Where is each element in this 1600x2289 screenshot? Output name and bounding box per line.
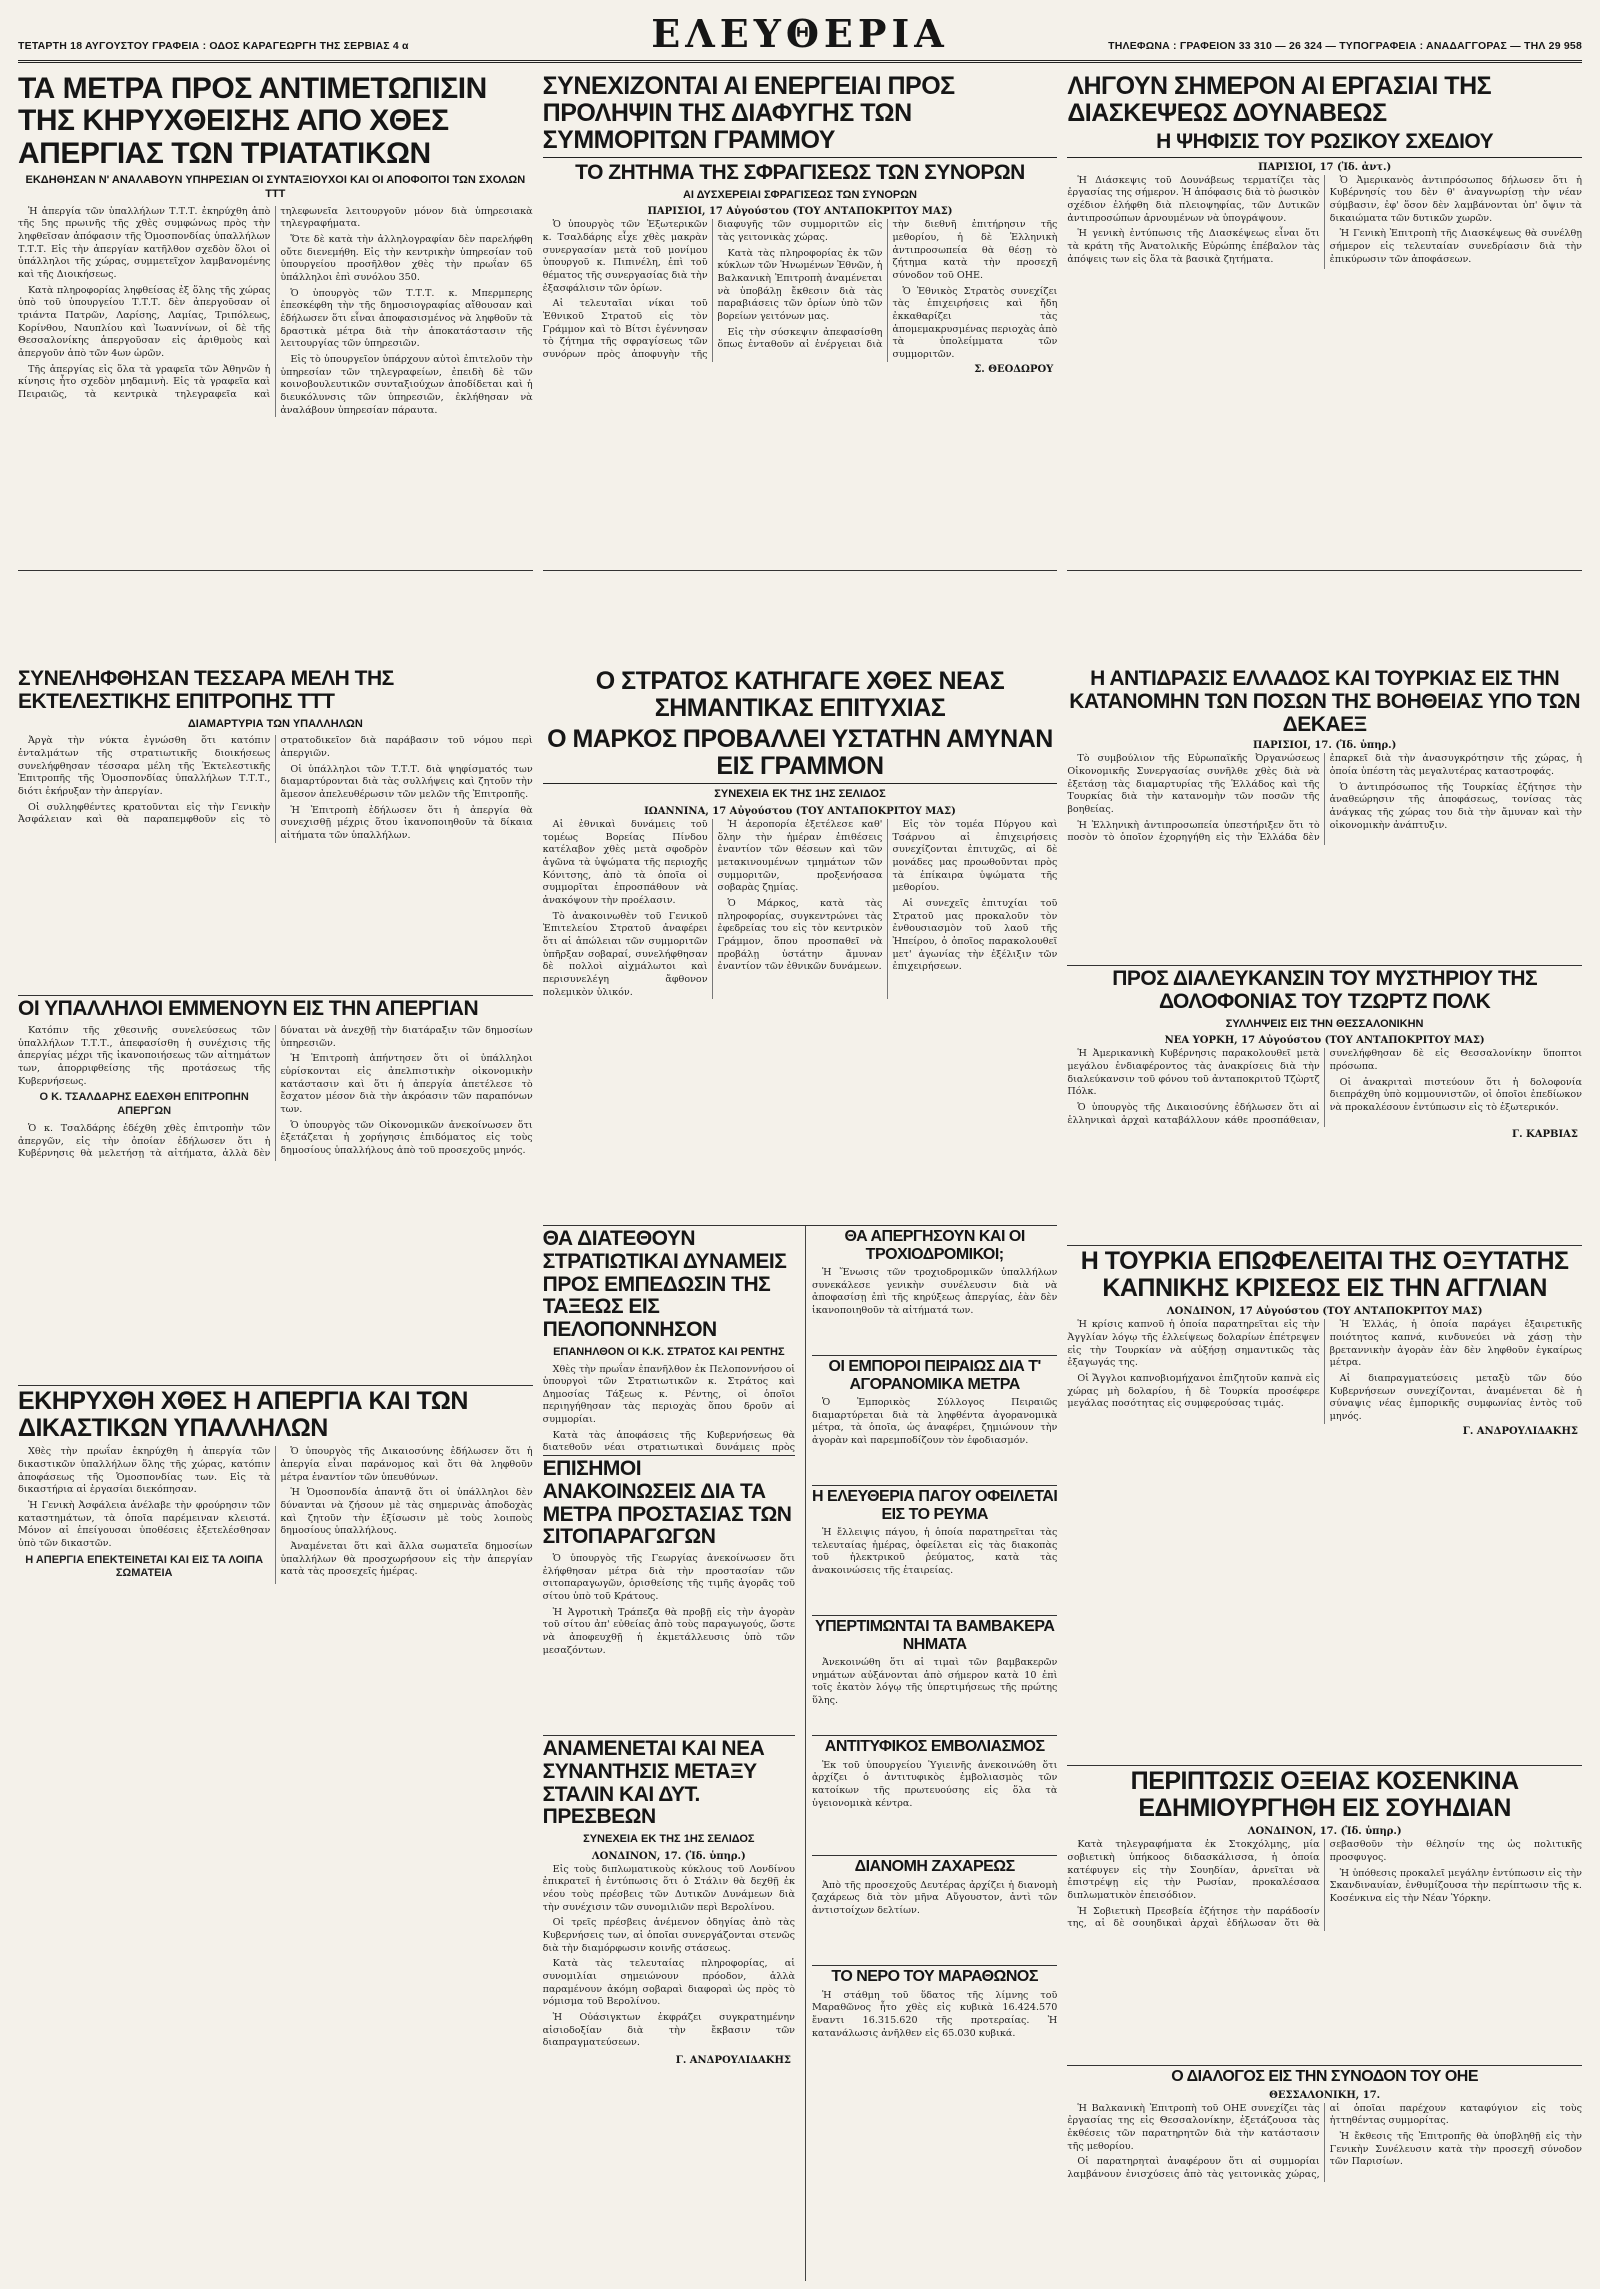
article-headline: Η ΤΟΥΡΚΙΑ ΕΠΩΦΕΛΕΙΤΑΙ ΤΗΣ ΟΞΥΤΑΤΗΣ ΚΑΠΝΙΚΗΣ ΚΡΙΣΕΩΣ ΕΙΣ ΤΗΝ ΑΓΓΛΙΑΝ [1080,1247,1569,1303]
article-paragraph: Χθὲς τὴν πρωΐαν ἐπανῆλθον ἐκ Πελοποννήσου οἱ ὑπουργοὶ τῶν Στρατιωτικῶν κ. Στράτος καὶ Δημοσίας Τάξεως κ. Ρέντης, οἱ ὁποῖοι περιηγήθησαν τὰς περιοχὰς ὅπου δροῦν αἱ συμμορίαι. [542,1363,795,1426]
article-body [1067,1839,1582,1931]
article-paragraph: Ἡ Οὐάσιγκτων ἐκφράζει συγκρατημένην αἰσιοδοξίαν διὰ τὴν ἔκβασιν τῶν διαπραγματεύσεων. [542,2012,795,2049]
article-greece-turkey-aid [1067,666,1582,966]
article-dateline: ΝΕΑ ΥΟΡΚΗ, 17 Αὐγούστου (ΤΟΥ ΑΝΤΑΠΟΚΡΙΤΟΥ ΜΑΣ) [1164,1035,1485,1047]
article-body [18,1446,533,1583]
article-body [1067,1048,1582,1127]
article-paragraph: Ἀπὸ τῆς προσεχοῦς Δευτέρας ἀρχίζει ἡ διανομὴ ζαχάρεως διὰ τὸν μῆνα Αὔγουστον, ἀντὶ τῶν ἀντιστοίχων δελτίων. [811,1879,1058,1916]
article-paragraph: Αἱ τελευταῖαι νίκαι τοῦ Ἐθνικοῦ Στρατοῦ εἰς τὸν Γράμμον καὶ τὸ Βίτσι ἐγέννησαν τὸ ζήτημα τῆς σφραγίσεως τῶν συνόρων πρὸς ἀποφυγὴν τῆς διαφυγῆς τῶν συμμοριτῶν εἰς τὰς γειτονικὰς χώρας. [542,219,883,360]
article-dateline: ΛΟΝΔΙΝΟΝ, 17. (Ἰδ. ὑπηρ.) [1247,1826,1402,1838]
article-dateline: ΠΑΡΙΣΙΟΙ, 17. (Ἰδ. ὑπηρ.) [1252,740,1397,752]
article-headline: ΘΑ ΑΠΕΡΓΗΣΟΥΝ ΚΑΙ ΟΙ ΤΡΟΧΙΟΔΡΟΜΙΚΟΙ; [844,1228,1025,1263]
article-paragraph: Ὅτε δὲ κατὰ τὴν ἀλληλογραφίαν δὲν παρελήφθη οὔτε διενεμήθη. Εἰς τὴν κεντρικὴν ὑπηρεσίαν τοῦ ὑπουργείου προσῆλθον χθὲς τὴν πρωΐαν 65 ὑπάλληλοι ἐπὶ συνόλου 350. [280,233,533,283]
article-polk-murder [1067,966,1582,1246]
article-paragraph: Εἰς τὴν σύσκεψιν ἀπεφασίσθη ὅπως ἐνταθοῦν αἱ ἐνέργειαι διὰ τὴν διεθνῆ ἐπιτήρησιν τῆς μεθορίου, ἡ δὲ Ἑλληνικὴ ἀντιπροσωπεία θὰ θέσῃ τὸ ζήτημα κατὰ τὴν προσεχῆ σύνοδον τοῦ ΟΗΕ. [717,219,1058,351]
article-subhead: ΑΙ ΔΥΣΧΕΡΕΙΑΙ ΣΦΡΑΓΙΣΕΩΣ ΤΩΝ ΣΥΝΟΡΩΝ [682,188,917,201]
article-paragraph: Ὁ ὑπουργὸς τῆς Δικαιοσύνης ἐδήλωσεν ὅτι αἱ ἑλληνικαὶ ἀρχαὶ καταβάλλουν κάθε προσπάθειαν, συνελήφθησαν δὲ εἰς Θεσσαλονίκην ὕποπτοι πρόσωπα. [1067,1048,1582,1126]
article-signature: Γ. ΑΝΔΡΟΥΛΙΔΑΚΗΣ [675,2055,791,2067]
article-paragraph: Κατὰ τὰς ἀποφάσεις τῆς Κυβερνήσεως θὰ διατεθοῦν νέαι στρατιωτικαὶ δυνάμεις πρὸς [542,1429,795,1454]
article-paragraph: Ἡ Ἀμερικανικὴ Κυβέρνησις παρακολουθεῖ μετὰ μεγάλου ἐνδιαφέροντος τὰς ἀνακρίσεις διὰ τὴν διαλεύκανσιν τοῦ φόνου τοῦ ἀνταποκριτοῦ Τζὼρτζ Πόλκ. [1067,1048,1320,1098]
article-paragraph: Ἀνεκοινώθη ὅτι αἱ τιμαὶ τῶν βαμβακερῶν νημάτων αὐξάνονται ἀπὸ σήμερον κατὰ 10 ἐπὶ τοῖς ἑκατὸν λόγῳ τῆς ὑπερτιμήσεως τῆς πρώτης ὕλης. [811,1656,1058,1706]
article-signature: Γ. ΑΝΔΡΟΥΛΙΔΑΚΗΣ [1462,1425,1578,1437]
article-dateline: ΛΟΝΔΙΝΟΝ, 17 Αὐγούστου (ΤΟΥ ΑΝΤΑΠΟΚΡΙΤΟΥ ΜΑΣ) [1166,1306,1483,1318]
article-judicial-strike [18,1386,533,2136]
masthead-phones: ΤΗΛΕΦΩΝΑ : ΓΡΑΦΕΙΟΝ 33 310 — 26 324 — ΤΥΠΟΓΡΑΦΕΙΑ : ΑΝΑΔΑΓΓΟΡΑΣ — ΤΗΛ 29 958 [1108,40,1582,52]
article-paragraph: Ἡ ἀπεργία τῶν ὑπαλλήλων Τ.Τ.Τ. ἐκηρύχθη ἀπὸ τῆς 5ης πρωινῆς τῆς χθὲς συμφώνως πρὸς τὴν ληφθεῖσαν ἀπόφασιν τῆς Ὁμοσπονδίας ὑπαλλήλων Τ.Τ.Τ. Εἰς τὴν ἀπεργίαν κατῆλθον σχεδὸν ὅλοι οἱ ὑπάλληλοι τῆς χώρας, συμμετεῖχον λαμβανομένης καὶ τῆς Διοικήσεως. [18,205,271,280]
article-paragraph: Ὁ Ἀμερικανὸς ἀντιπρόσωπος δήλωσεν ὅτι ἡ Κυβέρνησίς του δὲν θ' ἀναγνωρίσῃ τὴν νέαν σύμβασιν, ἐφ' ὅσον δὲν λαμβάνονται ὑπ' ὄψιν τὰ δικαιώματα τῶν δυτικῶν χωρῶν. [1329,174,1582,224]
article-headline: ΛΗΓΟΥΝ ΣΗΜΕΡΟΝ ΑΙ ΕΡΓΑΣΙΑΙ ΤΗΣ ΔΙΑΣΚΕΨΕΩΣ ΔΟΥΝΑΒΕΩΣ [1067,72,1492,127]
article-subhead: ΣΥΝΕΧΕΙΑ ΕΚ ΤΗΣ 1ΗΣ ΣΕΛΙΔΟΣ [714,788,886,801]
article-headline: ΤΟ ΝΕΡΟ ΤΟΥ ΜΑΡΑΘΩΝΟΣ [831,1968,1038,1986]
article-paragraph: Ἡ Γενικὴ Ἀσφάλεια ἀνέλαβε τὴν φρούρησιν τῶν καταστημάτων, τὰ ὁποῖα παρέμειναν κλειστά. Μόνον αἱ ἐπείγουσαι ὑποθέσεις ἐξετελέσθησαν ὑπὸ τῶν δικαστῶν. [18,1500,271,1549]
article-paragraph: Ἡ Γενικὴ Ἐπιτροπὴ τῆς Διασκέψεως θὰ συνέλθῃ σήμερον εἰς τελευταίαν συνεδρίασιν διὰ τὴν ἐπικύρωσιν τῶν ἀποφάσεων. [1329,228,1582,265]
article-arrests-ttt [18,666,533,996]
article-body [812,1657,1057,1711]
article-body [18,1025,533,1161]
article-paragraph: Κατὰ τηλεγραφήματα ἐκ Στοκχόλμης, μία σοβιετικὴ ὑπήκοος διδασκάλισσα, ἡ ὁποία κατέφυγεν εἰς τὴν Σουηδίαν, ἀρνεῖται νὰ ἐπιστρέψῃ εἰς τὴν Ρωσίαν, προκαλέσασα διπλωματικὸν ἐπεισόδιον. [1067,1839,1320,1902]
article-paragraph: Ἡ ἀεροπορία ἐξετέλεσε καθ' ὅλην τὴν ἡμέραν ἐπιθέσεις ἐναντίον τῶν θέσεων καὶ τῶν μετακινουμένων τμημάτων τῶν συμμοριτῶν, προξενήσασα σοβαρὰς ζημίας. [717,819,883,894]
article-paragraph: Τῆς ἀπεργίας εἰς ὅλα τὰ γραφεῖα τῶν Ἀθηνῶν ἡ κίνησις ἦτο σχεδὸν μηδαμινὴ. Εἰς τὰ γραφεῖα καὶ Πειραιῶς, τὰ κεντρικὰ τηλεγραφεῖα καὶ τηλεφωνεῖα λειτουργοῦν μόνον διὰ ὑπηρεσιακὰ τηλεγραφήματα. [18,205,533,400]
article-headline: ΑΝΤΙΤΥΦΙΚΟΣ ΕΜΒΟΛΙΑΣΜΟΣ [824,1738,1045,1756]
article-paragraph: Αἱ ἐθνικαὶ δυνάμεις τοῦ τομέως Βορείας Πίνδου κατέλαβον χθὲς μετὰ σφοδρὸν ἀγῶνα τὰ ὑψώματα τῆς περιοχῆς Κόνιτσης, ἀπὸ τὰ ὁποῖα οἱ συμμορῖται ἐπροσπάθουν νὰ ἀνακόψουν τὴν προέλασιν. [542,819,708,907]
article-dateline: ΙΩΑΝΝΙΝΑ, 17 Αὐγούστου (ΤΟΥ ΑΝΤΑΠΟΚΡΙΤΟΥ ΜΑΣ) [644,806,956,818]
masthead-date-address: ΤΕΤΑΡΤΗ 18 ΑΥΓΟΥΣΤΟΥ ΓΡΑΦΕΙΑ : ΟΔΟΣ ΚΑΡΑΓΕΩΡΓΗ ΤΗΣ ΣΕΡΒΙΑΣ 4 α [18,40,409,52]
article-subhead: ΕΚΔΗΘΗΣΑΝ Ν' ΑΝΑΛΑΒΟΥΝ ΥΠΗΡΕΣΙΑΝ ΟΙ ΣΥΝΤΑΞΙΟΥΧΟΙ ΚΑΙ ΟΙ ΑΠΟΦΟΙΤΟΙ ΤΩΝ ΣΧΟΛΩΝ ΤΤΤ [25,174,526,200]
article-paragraph: Ἡ στάθμη τοῦ ὕδατος τῆς λίμνης τοῦ Μαραθῶνος ἦτο χθὲς εἰς κυβικὰ 16.424.570 ἔναντι 16.315.620 τῆς προτεραίας. Ἡ κατανάλωσις ἀνῆλθεν εἰς 65.030 κυβικά. [811,1989,1058,2039]
center-lower-grid [543,1226,1058,2281]
article-paragraph: Ἡ Ἐπιτροπὴ ἐδήλωσεν ὅτι ἡ ἀπεργία θὰ συνεχισθῇ μέχρις ὅτου ἱκανοποιηθοῦν τὰ δίκαια αἰτήματα τῶν ὑπαλλήλων. [280,804,533,842]
article-employees-persist [18,996,533,1386]
article-headline: ΘΑ ΔΙΑΤΕΘΟΥΝ ΣΤΡΑΤΙΩΤΙΚΑΙ ΔΥΝΑΜΕΙΣ ΠΡΟΣ ΕΜΠΕΔΩΣΙΝ ΤΗΣ ΤΑΞΕΩΣ ΕΙΣ ΠΕΛΟΠΟΝΝΗΣΟΝ [542,1227,787,1342]
article-subhead: Ο Κ. ΤΣΑΛΔΑΡΗΣ ΕΔΕΧΘΗ ΕΠΙΤΡΟΠΗΝ ΑΠΕΡΓΩΝ [39,1091,249,1118]
article-paragraph: Κατὰ τὰς πληροφορίας ἐκ τῶν κύκλων τῶν Ἡνωμένων Ἐθνῶν, ἡ Βαλκανικὴ Ἐπιτροπὴ ἀναμένεται νὰ ὑποβάλῃ ἔκθεσιν διὰ τὰς παραβιάσεις τῶν ὁρίων ὑπὸ τῶν βορείων γειτόνων μας. [717,247,883,323]
article-headline: ΠΡΟΣ ΔΙΑΛΕΥΚΑΝΣΙΝ ΤΟΥ ΜΥΣΤΗΡΙΟΥ ΤΗΣ ΔΟΛΟΦΟΝΙΑΣ ΤΟΥ ΤΖΩΡΤΖ ΠΟΛΚ [1112,967,1538,1014]
article-paragraph: Αἱ συνεχεῖς ἐπιτυχίαι τοῦ Στρατοῦ μας προκαλοῦν τὸν ἐνθουσιασμὸν τοῦ λαοῦ τῆς Ἠπείρου, ὁ ὁποῖος παρακολουθεῖ μετ' ἀγωνίας τὴν ἐξέλιξιν τῶν ἐπιχειρήσεων. [892,898,1058,973]
article-paragraph: Ἀναμένεται ὅτι καὶ ἄλλα σωματεῖα δημοσίων ὑπαλλήλων θὰ προσχωρήσουν εἰς τὴν ἀπεργίαν κατὰ τὰς προσεχεῖς ἡμέρας. [280,1540,533,1578]
article-headline: Η ΕΛΕΥΘΕΡΙΑ ΠΑΓΟΥ ΟΦΕΙΛΕΤΑΙ ΕΙΣ ΤΟ ΡΕΥΜΑ [812,1488,1058,1523]
article-tram-strike [812,1226,1057,1356]
article-ice-shortage [812,1486,1057,1616]
article-subhead: ΣΥΝΕΧΕΙΑ ΕΚ ΤΗΣ 1ΗΣ ΣΕΛΙΔΟΣ [583,1833,755,1846]
article-marathon-water [812,1966,1057,2281]
article-un-commission [1067,2066,1582,2281]
article-paragraph: Τὸ συμβούλιον τῆς Εὐρωπαϊκῆς Ὀργανώσεως Οἰκονομικῆς Συνεργασίας συνῆλθε χθὲς διὰ νὰ ἐξετάσῃ τὰς διαμαρτυρίας τῆς Ἑλλάδος καὶ τῆς Τουρκίας διὰ τὴν κατανομὴν τῶν ποσῶν τῆς βοηθείας. [1067,753,1320,816]
article-headline: Ο ΣΤΡΑΤΟΣ ΚΑΤΗΓΑΓΕ ΧΘΕΣ ΝΕΑΣ ΣΗΜΑΝΤΙΚΑΣ ΕΠΙΤΥΧΙΑΣ [595,667,1005,723]
article-subhead: Η ΑΠΕΡΓΙΑ ΕΠΕΚΤΕΙΝΕΤΑΙ ΚΑΙ ΕΙΣ ΤΑ ΛΟΙΠΑ ΣΩΜΑΤΕΙΑ [25,1553,264,1580]
article-signature: Γ. ΚΑΡΒΙΑΣ [1511,1129,1578,1141]
article-paragraph: Κατόπιν τῆς χθεσινῆς συνελεύσεως τῶν ὑπαλλήλων Τ.Τ.Τ., ἀπεφασίσθη ἡ συνέχισις τῆς ἀπεργίας μέχρι τῆς ἱκανοποιήσεως τῶν αἰτημάτων των, ἀπορριφθείσης τῆς προτάσεως τῆς Κυβερνήσεως. [18,1025,271,1087]
article-subhead: ΕΠΑΝΗΛΘΟΝ ΟΙ Κ.Κ. ΣΤΡΑΤΟΣ ΚΑΙ ΡΕΝΤΗΣ [553,1345,785,1358]
article-paragraph: Οἱ Ἄγγλοι καπνοβιομήχανοι ἐπιζητοῦν καπνὰ εἰς χώρας μὴ δολαρίου, ἡ δὲ Τουρκία προσέφερε μεγάλας ποσότητας εἰς συμφερούσας τιμάς. [1067,1373,1320,1410]
article-headline: ΔΙΑΝΟΜΗ ΖΑΧΑΡΕΩΣ [854,1858,1015,1876]
article-sweden-case [1067,1766,1582,2066]
article-paragraph: Κατὰ τὰς τελευταίας πληροφορίας, αἱ συνομιλίαι σημειώνουν πρόοδον, ἀλλὰ παραμένουν ἀκόμη σοβαραὶ διαφοραὶ ὡς πρὸς τὸ νόμισμα τοῦ Βερολίνου. [542,1958,795,2008]
article-paragraph: Χθὲς τὴν πρωΐαν ἐκηρύχθη ἡ ἀπεργία τῶν δικαστικῶν ὑπαλλήλων ὅλης τῆς χώρας, κατόπιν ἀποφάσεως τῆς Ὁμοσπονδίας των. Εἰς τὰ δικαστήρια αἱ ἐργασίαι διεκόπησαν. [18,1446,271,1496]
article-headline: ΠΕΡΙΠΤΩΣΙΣ ΟΞΕΙΑΣ ΚΟΣΕΝΚΙΝΑ ΕΔΗΜΙΟΥΡΓΗΘΗ ΕΙΣ ΣΟΥΗΔΙΑΝ [1130,1767,1519,1823]
article-headline: ΟΙ ΕΜΠΟΡΟΙ ΠΕΙΡΑΙΩΣ ΔΙΑ Τ' ΑΓΟΡΑΝΟΜΙΚΑ ΜΕΤΡΑ [828,1358,1041,1393]
article-headline-secondary: Η ΨΗΦΙΣΙΣ ΤΟΥ ΡΩΣΙΚΟΥ ΣΧΕΔΙΟΥ [1067,131,1582,158]
article-typhoid-vaccination [812,1736,1057,1856]
article-paragraph: Ὁ Ἐθνικὸς Στρατὸς συνεχίζει τὰς ἐπιχειρήσεις καὶ ἤδη ἐκκαθαρίζει τὰς ἀπομεμακρυσμένας περιοχὰς ἀπὸ τὰ ὑπολείμματα τῶν συμμοριτῶν. [892,285,1058,360]
article-paragraph: Οἱ παρατηρηταὶ ἀναφέρουν ὅτι αἱ συμμορίαι λαμβάνουν ἐνισχύσεις ἀπὸ τὰς γειτονικὰς χώρας, αἱ ὁποῖαι παρέχουν καταφύγιον εἰς τοὺς ἡττηθέντας συμμορίτας. [1067,2102,1582,2180]
article-headline: ΑΝΑΜΕΝΕΤΑΙ ΚΑΙ ΝΕΑ ΣΥΝΑΝΤΗΣΙΣ ΜΕΤΑΞΥ ΣΤΑΛΙΝ ΚΑΙ ΔΥΤ. ΠΡΕΣΒΕΩΝ [542,1737,765,1829]
article-paragraph: Ὁ ὑπουργὸς τῆς Δικαιοσύνης ἐδήλωσεν ὅτι ἡ ἀπεργία εἶναι παράνομος καὶ ὅτι θὰ ληφθοῦν μέτρα ἐναντίον τῶν ὑπευθύνων. [280,1446,533,1483]
article-headline: Ο ΔΙΑΛΟΓΟΣ ΕΙΣ ΤΗΝ ΣΥΝΟΔΟΝ ΤΟΥ ΟΗΕ [1171,2068,1479,2086]
article-dateline: ΛΟΝΔΙΝΟΝ, 17. (Ἰδ. ὑπηρ.) [591,1850,746,1862]
article-body [1067,1319,1582,1423]
article-headline: ΣΥΝΕΛΗΦΘΗΣΑΝ ΤΕΣΣΑΡΑ ΜΕΛΗ ΤΗΣ ΕΚΤΕΛΕΣΤΙΚΗΣ ΕΠΙΤΡΟΠΗΣ ΤΤΤ [18,667,394,714]
masthead [18,10,1582,63]
article-body [1067,175,1582,270]
article-body [543,1553,795,1660]
article-paragraph: Εἰς τοὺς διπλωματικοὺς κύκλους τοῦ Λονδίνου ἐπικρατεῖ ἡ ἐντύπωσις ὅτι ὁ Στάλιν θὰ δεχθῇ ἐκ νέου τοὺς πρέσβεις τῶν Δυτικῶν Δυνάμεων διὰ τὴν συνέχισιν τῶν συνομιλιῶν περὶ Βερολίνου. [542,1863,795,1913]
newspaper-title: ΕΛΕΥΘΕΡΙΑ [651,11,949,56]
article-body [18,735,533,842]
right-column-stack [1067,666,1582,2281]
article-body [812,1267,1057,1321]
article-paragraph: Ἡ Ἑλλάς, ἡ ὁποία παράγει ἐξαιρετικῆς ποιότητος καπνά, κινδυνεύει νὰ χάσῃ τὴν βρεταννικὴν ἀγορὰν ἐὰν δὲν ληφθοῦν ἐγκαίρως μέτρα. [1329,1319,1582,1369]
article-paragraph: Ὁ ὑπουργὸς τῶν Οἰκονομικῶν ἀνεκοίνωσεν ὅτι ἐξετάζεται ἡ χορήγησις ἐπιδόματος εἰς τοὺς δημοσίους ὑπαλλήλους ἀπὸ τοῦ προσεχοῦς μηνός. [280,1119,533,1156]
article-headline: ΣΥΝΕΧΙΖΟΝΤΑΙ ΑΙ ΕΝΕΡΓΕΙΑΙ ΠΡΟΣ ΠΡΟΛΗΨΙΝ ΤΗΣ ΔΙΑΦΥΓΗΣ ΤΩΝ ΣΥΜΜΟΡΙΤΩΝ ΓΡΑΜΜΟΥ [543,73,1058,158]
article-paragraph: Εἰς τὸν τομέα Πύργου καὶ Τσάρνου αἱ ἐπιχειρήσεις συνεχίζονται ἐπιτυχῶς, αἱ δὲ μονάδες μας προωθοῦνται πρὸς τὰ ἐπίκαιρα ὑψώματα τῆς μεθορίου. [892,819,1058,894]
article-body [543,1364,795,1457]
article-paragraph: Ὁ Ἐμπορικὸς Σύλλογος Πειραιῶς διαμαρτύρεται διὰ τὰ ληφθέντα ἀγορανομικὰ μέτρα, τὰ ὁποῖα, ὡς ἀναφέρει, ζημιώνουν τὴν ἀγορὰν καὶ παρεμποδίζουν τὸν ἐφοδιασμόν. [811,1396,1058,1446]
article-piraeus-merchants [812,1356,1057,1486]
article-dateline: ΠΑΡΙΣΙΟΙ, 17 Αὐγούστου (ΤΟΥ ΑΝΤΑΠΟΚΡΙΤΟΥ ΜΑΣ) [647,206,953,218]
article-paragraph: Ἡ Ἑλληνικὴ ἀντιπροσωπεία ὑπεστήριξεν ὅτι τὸ ποσὸν τὸ ὁποῖον ἐχορηγήθη εἰς τὴν Ἑλλάδα δὲν ἐπαρκεῖ διὰ τὴν ἀνασυγκρότησιν τῆς χώρας, ἡ ὁποία ὑπέστη τὰς μεγαλυτέρας καταστροφάς. [1067,753,1582,844]
left-column-stack [18,666,533,2281]
article-paragraph: Εἰς τὸ ὑπουργεῖον ὑπάρχουν αὐτοὶ ἐπιτελοῦν τὴν ὑπηρεσίαν τῶν τηλεγραφείων, ἐπειδὴ δὲ τῶν κοινοβουλευτικῶν συνταξιούχων ἀποδίδεται καὶ ἡ διευκόλυνσις τῶν ὑπηρεσιῶν, ἐκλήθησαν νὰ ἀναλάβουν ὑπηρεσίαν πάραυτα. [280,353,533,416]
article-headline: ΕΚΗΡΥΧΘΗ ΧΘΕΣ Η ΑΠΕΡΓΙΑ ΚΑΙ ΤΩΝ ΔΙΚΑΣΤΙΚΩΝ ΥΠΑΛΛΗΛΩΝ [18,1387,468,1443]
article-paragraph: Ἡ ἔλλειψις πάγου, ἡ ὁποία παρατηρεῖται τὰς τελευταίας ἡμέρας, ὀφείλεται εἰς τὰς διακοπὰς τοῦ ἠλεκτρικοῦ ῥεύματος, κατὰ τὰς ἀνακοινώσεις τῆς ἑταιρείας. [811,1526,1058,1576]
article-border-sealing [543,71,1058,571]
article-paragraph: Ἡ Διάσκεψις τοῦ Δουνάβεως τερματίζει τὰς ἐργασίας της σήμερον. Ἡ ἀπόφασις διὰ τὸ ῥωσικὸν σχέδιον ἐλήφθη διὰ πλειοψηφίας, τῶν Δυτικῶν ἀντιπροσώπων ἀρνουμένων νὰ ὑπογράψουν. [1067,174,1320,224]
article-paragraph: Οἱ ὑπάλληλοι τῶν Τ.Τ.Τ. διὰ ψηφίσματός των διαμαρτύρονται διὰ τὰς συλλήψεις καὶ ζητοῦν τὴν ἄμεσον ἀπελευθέρωσιν τῶν μελῶν τῆς Ἐπιτροπῆς. [280,763,533,801]
article-wheat-producers [543,1456,795,1736]
center-lower-left [543,1226,795,2281]
article-paragraph: Ὁ κ. Τσαλδάρης ἐδέχθη χθὲς ἐπιτροπὴν τῶν ἀπεργῶν, εἰς τὴν ὁποίαν ἐδήλωσεν ὅτι ἡ Κυβέρνησις θὰ μελετήσῃ τὰ αἰτήματα, ἀλλὰ δὲν δύναται νὰ ἀνεχθῇ τὴν διατάραξιν τῶν δημοσίων ὑπηρεσιῶν. [18,1025,533,1160]
article-body [812,1990,1057,2044]
article-paragraph: Οἱ τρεῖς πρέσβεις ἀνέμενον ὁδηγίας ἀπὸ τὰς Κυβερνήσεις των, αἱ ὁποῖαι συνεργάζονται στενῶς διὰ τὴν διαμόρφωσιν κοινῆς στάσεως. [542,1917,795,1954]
article-headline-secondary: ΤΟ ΖΗΤΗΜΑ ΤΗΣ ΣΦΡΑΓΙΣΕΩΣ ΤΩΝ ΣΥΝΟΡΩΝ [575,161,1025,184]
article-body [812,1397,1057,1451]
article-danube-conference [1067,71,1582,571]
article-body [1067,2103,1582,2182]
article-body [543,1864,795,2053]
article-dateline: ΘΕΣΣΑΛΟΝΙΚΗ, 17. [1269,2089,1381,2101]
article-subhead: ΔΙΑΜΑΡΤΥΡΙΑ ΤΩΝ ΥΠΑΛΛΗΛΩΝ [187,717,363,730]
article-paragraph: Ἡ Σοβιετικὴ Πρεσβεία ἐζήτησε τὴν παράδοσίν της, αἱ δὲ σουηδικαὶ ἀρχαὶ ἐδήλωσαν ὅτι θὰ σεβασθοῦν τὴν θέλησίν της ὡς πολιτικῆς προσφυγος. [1067,1839,1582,1930]
article-army-successes [543,666,1058,1226]
article-cotton-yarn [812,1616,1057,1736]
article-paragraph: Ὁ ὑπουργὸς τῆς Γεωργίας ἀνεκοίνωσεν ὅτι ἐλήφθησαν μέτρα διὰ τὴν προστασίαν τῶν σιτοπαραγωγῶν, ὁρισθείσης τῆς τιμῆς ἀγορᾶς τοῦ σίτου ὑπὸ τοῦ Κράτους. [542,1553,795,1603]
article-paragraph: Αἱ διαπραγματεύσεις μεταξὺ τῶν δύο Κυβερνήσεων συνεχίζονται, ἀναμένεται δὲ ἡ σύναψις νέας ἐμπορικῆς συμφωνίας ἐντὸς τοῦ μηνός. [1329,1373,1582,1422]
article-sugar-distribution [812,1856,1057,1966]
article-body [1067,753,1582,845]
article-paragraph: Ἀργὰ τὴν νύκτα ἐγνώσθη ὅτι κατόπιν ἐνταλμάτων τῆς στρατιωτικῆς διοικήσεως συνελήφθησαν τέσσαρα μέλη τῆς Ἐκτελεστικῆς Ἐπιτροπῆς τῆς Ὁμοσπονδίας ὑπαλλήλων Τ.Τ.Τ., διότι ἐκήρυξαν τὴν ἀπεργίαν. [18,735,271,798]
article-paragraph: Οἱ συλληφθέντες κρατοῦνται εἰς τὴν Γενικὴν Ἀσφάλειαν καὶ θὰ παραπεμφθοῦν εἰς τὸ στρατοδικεῖον διὰ παράβασιν τοῦ νόμου περὶ ἀπεργιῶν. [18,735,533,826]
article-paragraph: Οἱ ἀνακριταὶ πιστεύουν ὅτι ἡ δολοφονία διεπράχθη ὑπὸ κομμουνιστῶν, οἱ ὁποῖοι ἐπεδίωκον νὰ προκαλέσουν ἐντύπωσιν εἰς τὸ ἐξωτερικόν. [1329,1076,1582,1114]
article-paragraph: Ἡ ὑπόθεσις προκαλεῖ μεγάλην ἐντύπωσιν εἰς τὴν Σκανδιναυίαν, ἐνθυμίζουσα τὴν περίπτωσιν τῆς κ. Κοσένκινα εἰς τὴν Νέαν Ὑόρκην. [1329,1867,1582,1905]
article-paragraph: Τὸ ἀνακοινωθὲν τοῦ Γενικοῦ Ἐπιτελείου Στρατοῦ ἀναφέρει ὅτι αἱ ἀπώλειαι τῶν συμμοριτῶν ὑπῆρξαν σοβαραί, συνελήφθησαν δὲ πολλοὶ αἰχμάλωτοι καὶ περισυνελέγη ἄφθονον πολεμικὸν ὑλικόν. [542,910,708,998]
article-paragraph: Ἡ ἔκθεσις τῆς Ἐπιτροπῆς θὰ ὑποβληθῇ εἰς τὴν Γενικὴν Συνέλευσιν κατὰ τὴν προσεχῆ σύνοδον τῶν Παρισίων. [1329,2130,1582,2168]
article-paragraph: Ἡ Ἀγροτικὴ Τράπεζα θὰ προβῇ εἰς τὴν ἀγορὰν τοῦ σίτου ἀπ' εὐθείας ἀπὸ τοὺς παραγωγούς, ὥστε νὰ ἀποφευχθῇ ἡ ἐκμετάλλευσις ὑπὸ τῶν μεσαζόντων. [542,1606,795,1656]
center-column-stack [543,666,1058,2281]
article-paragraph: Ἡ γενικὴ ἐντύπωσις τῆς Διασκέψεως εἶναι ὅτι τὰ κράτη τῆς Ἀνατολικῆς Εὐρώπης ἐπέβαλον τὰς ἀπόψεις των εἰς ὅλα τὰ βασικὰ ζητήματα. [1067,228,1320,265]
article-dateline: ΠΑΡΙΣΙΟΙ, 17 (Ἰδ. ἀντ.) [1258,161,1392,173]
article-stalin-meeting [543,1736,795,2281]
article-paragraph: Ἐκ τοῦ ὑπουργείου Ὑγιεινῆς ἀνεκοινώθη ὅτι ἀρχίζει ὁ ἀντιτυφικὸς ἐμβολιασμὸς τῶν κατοίκων τῆς πρωτευούσης εἰς ὅλα τὰ ὑγειονομικὰ κέντρα. [811,1759,1058,1809]
center-lower-right [805,1226,1057,2281]
article-signature: Σ. ΘΕΟΔΩΡΟΥ [974,363,1054,375]
article-paragraph: Ὁ ἀντιπρόσωπος τῆς Τουρκίας ἐζήτησε τὴν ἀναθεώρησιν τῆς ἀποφάσεως, τονίσας τὰς ἀνάγκας τῆς χώρας του διὰ τὴν ἄμυναν καὶ τὴν οἰκονομικὴν ἀνάπτυξιν. [1329,781,1582,831]
article-paragraph: Ὁ Μάρκος, κατὰ τὰς πληροφορίας, συγκεντρώνει τὰς ἐφεδρείας του εἰς τὸν κεντρικὸν Γράμμον, ὅπου προσπαθεῖ νὰ προβάλῃ ὑστάτην ἄμυναν ἐναντίον τῶν ἐθνικῶν δυνάμεων. [717,898,883,973]
article-paragraph: Ἡ κρίσις καπνοῦ ἡ ὁποία παρατηρεῖται εἰς τὴν Ἀγγλίαν λόγῳ τῆς ἐλλείψεως δολαρίων ἐπέτρεψεν εἰς τὴν Τουρκίαν νὰ αὐξήσῃ σημαντικῶς τὰς ἐξαγωγάς της. [1067,1319,1320,1369]
article-headline: ΤΑ ΜΕΤΡΑ ΠΡΟΣ ΑΝΤΙΜΕΤΩΠΙΣΙΝ ΤΗΣ ΚΗΡΥΧΘΕΙΣΗΣ ΑΠΟ ΧΘΕΣ ΑΠΕΡΓΙΑΣ ΤΩΝ ΤΡΙΑΤΑΤΙΚΩΝ [18,72,487,170]
article-body [18,206,533,418]
article-paragraph: Ὁ ὑπουργὸς τῶν Ἐξωτερικῶν κ. Τσαλδάρης εἶχε χθὲς μακρὰν συνεργασίαν μετὰ τοῦ μονίμου ὑπουργοῦ κ. Πιπινέλη, ἐπὶ τοῦ θέματος τῆς συνεργασίας διὰ τὴν ἐξασφάλισιν τῶν ὁρίων. [542,219,708,294]
article-body [543,219,1058,361]
front-page-grid [18,71,1582,2281]
article-paragraph: Ὁ ὑπουργὸς τῶν Τ.Τ.Τ. κ. Μπερμπερης ἐπεσκέφθη τὴν τῆς δημοσιογραφίας αἴθουσαν καὶ ἐδήλωσεν ὅτι εἶναι ἀποφασισμένος νὰ ληφθοῦν τὰ δραστικὰ μέτρα διὰ τὴν ἀποκατάστασιν τῆς λειτουργίας τῶν ὑπηρεσιῶν. [280,287,533,350]
article-paragraph: Ἡ Ἕνωσις τῶν τροχιοδρομικῶν ὑπαλλήλων συνεκάλεσε γενικὴν συνέλευσιν διὰ νὰ ἀποφασίσῃ ἐπὶ τῆς κηρύξεως ἀπεργίας, ἐὰν δὲν ἱκανοποιηθοῦν τὰ αἰτήματά των. [811,1266,1058,1316]
article-paragraph: Κατὰ πληροφορίας ληφθείσας ἐξ ὅλης τῆς χώρας ὑπὸ τοῦ ὑπουργείου Τ.Τ.Τ. δὲν ἀπεργοῦσαν οἱ τριάντα Πατρῶν, Λαρίσης, Λαμίας, Τριπόλεως, Κορίνθου, Ναυπλίου καὶ Ἰωαννίνων, οἱ δὲ τῆς Θεσσαλονίκης ἀπεργοῦσαν εἰς ἀριθμοὺς καὶ ἀπεργοῦν ἀπὸ τῶν 4ων ὡρῶν. [18,284,271,359]
article-headline: ΥΠΕΡΤΙΜΩΝΤΑΙ ΤΑ ΒΑΜΒΑΚΕΡΑ ΝΗΜΑΤΑ [814,1618,1055,1653]
article-subhead: ΣΥΛΛΗΨΕΙΣ ΕΙΣ ΤΗΝ ΘΕΣΣΑΛΟΝΙΚΗΝ [1225,1017,1424,1030]
article-paragraph: Ἡ Ὁμοσπονδία ἀπαντᾷ ὅτι οἱ ὑπάλληλοι δὲν δύνανται νὰ ζήσουν μὲ τὰς σημερινὰς ἀποδοχὰς καὶ ζητοῦν τὴν ἐξίσωσιν μὲ τοὺς λοιποὺς δημοσίους ὑπαλλήλους. [280,1487,533,1537]
article-headline-secondary: Ο ΜΑΡΚΟΣ ΠΡΟΒΑΛΛΕΙ ΥΣΤΑΤΗΝ ΑΜΥΝΑΝ ΕΙΣ ΓΡΑΜΜΟΝ [543,726,1058,784]
article-body [812,1527,1057,1581]
article-headline: Η ΑΝΤΙΔΡΑΣΙΣ ΕΛΛΑΔΟΣ ΚΑΙ ΤΟΥΡΚΙΑΣ ΕΙΣ ΤΗΝ ΚΑΤΑΝΟΜΗΝ ΤΩΝ ΠΟΣΩΝ ΤΗΣ ΒΟΗΘΕΙΑΣ ΥΠΟ ΤΩΝ ΔΕΚΑΕΞ [1069,667,1580,736]
article-body [812,1760,1057,1814]
article-peloponnese-forces [543,1226,795,1456]
article-body [543,819,1058,999]
article-strike-measures [18,71,533,571]
article-paragraph: Ἡ Βαλκανικὴ Ἐπιτροπὴ τοῦ ΟΗΕ συνεχίζει τὰς ἐργασίας της εἰς Θεσσαλονίκην, ἐξετάζουσα τὰς ἐκθέσεις τῶν παρατηρητῶν διὰ τὴν κατάστασιν τῆς μεθορίου. [1067,2102,1320,2152]
article-paragraph: Ἡ Ἐπιτροπὴ ἀπήντησεν ὅτι οἱ ὑπάλληλοι εὑρίσκονται εἰς ἀπελπιστικὴν οἰκονομικὴν κατάστασιν καὶ ὅτι ἡ ἀπεργία ἀπετέλεσε τὸ ἔσχατον μέσον διὰ τὴν ἀκρόασιν τῶν παραπόνων των. [280,1053,533,1115]
article-body [812,1880,1057,1921]
article-headline: ΕΠΙΣΗΜΟΙ ΑΝΑΚΟΙΝΩΣΕΙΣ ΔΙΑ ΤΑ ΜΕΤΡΑ ΠΡΟΣΤΑΣΙΑΣ ΤΩΝ ΣΙΤΟΠΑΡΑΓΩΓΩΝ [542,1457,792,1549]
article-turkey-tobacco [1067,1246,1582,1766]
article-headline: ΟΙ ΥΠΑΛΛΗΛΟΙ ΕΜΜΕΝΟΥΝ ΕΙΣ ΤΗΝ ΑΠΕΡΓΙΑΝ [18,997,479,1021]
